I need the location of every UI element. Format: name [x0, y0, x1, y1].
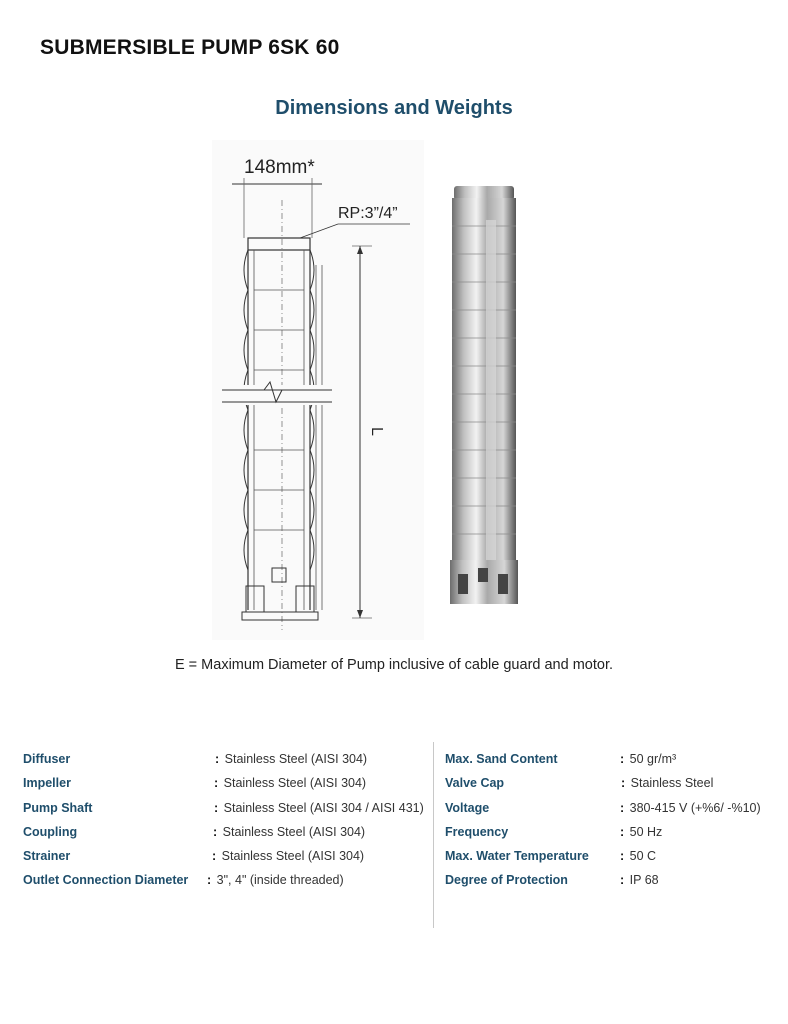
spec-value: : IP 68: [620, 873, 659, 888]
spec-label: Impeller: [23, 776, 71, 791]
spec-label: Pump Shaft: [23, 800, 93, 815]
page-title: SUBMERSIBLE PUMP 6SK 60: [40, 36, 340, 59]
spec-label: Outlet Connection Diameter: [23, 873, 189, 888]
spec-row-frequency: [445, 825, 775, 849]
spec-label: Valve Cap: [445, 776, 505, 791]
spec-row-diffuser: [23, 752, 433, 776]
spec-row-strainer: [23, 849, 433, 873]
spec-value: : 3", 4" (inside threaded): [207, 873, 344, 888]
spec-label: Strainer: [23, 849, 71, 864]
column-divider: [433, 742, 434, 928]
spec-value: : 50 C: [620, 849, 657, 864]
diameter-note: E = Maximum Diameter of Pump inclusive of cable guard and motor.: [174, 657, 614, 673]
spec-value: : 50 Hz: [620, 824, 663, 839]
spec-label: Voltage: [445, 800, 490, 815]
thread-label: RP:3”/4”: [338, 205, 398, 222]
section-heading: Dimensions and Weights: [275, 97, 513, 119]
spec-row-protection: [445, 873, 775, 897]
spec-label: Max. Sand Content: [445, 752, 558, 766]
spec-value: : Stainless Steel (AISI 304): [215, 752, 368, 766]
spec-row-voltage: [445, 801, 775, 825]
spec-label: Coupling: [23, 824, 78, 839]
spec-value: : Stainless Steel: [621, 776, 714, 791]
spec-row-coupling: [23, 825, 433, 849]
spec-value: : 50 gr/m³: [620, 752, 677, 766]
spec-label: Frequency: [445, 824, 509, 839]
spec-label: Degree of Protection: [445, 873, 568, 888]
spec-label: Max. Water Temperature: [445, 849, 589, 864]
spec-row-outlet-connection: [23, 873, 433, 897]
spec-row-water-temperature: [445, 849, 775, 873]
operating-spec-list: [445, 752, 775, 898]
spec-value: : Stainless Steel (AISI 304 / AISI 431): [214, 800, 424, 815]
spec-value: : Stainless Steel (AISI 304): [214, 776, 367, 791]
spec-row-sand-content: [445, 752, 775, 776]
spec-row-impeller: [23, 776, 433, 800]
spec-row-pump-shaft: [23, 801, 433, 825]
materials-spec-list: [23, 752, 433, 898]
spec-value: : Stainless Steel (AISI 304): [212, 849, 365, 864]
length-label: L: [368, 427, 385, 436]
pump-dimension-drawing: [212, 140, 424, 640]
spec-row-valve-cap: [445, 776, 775, 800]
spec-label: Diffuser: [23, 752, 71, 766]
pump-product-image: [440, 180, 526, 610]
spec-value: : 380-415 V (+%6/ -%10): [620, 800, 761, 815]
diameter-label: 148mm*: [244, 157, 315, 178]
spec-value: : Stainless Steel (AISI 304): [213, 824, 366, 839]
